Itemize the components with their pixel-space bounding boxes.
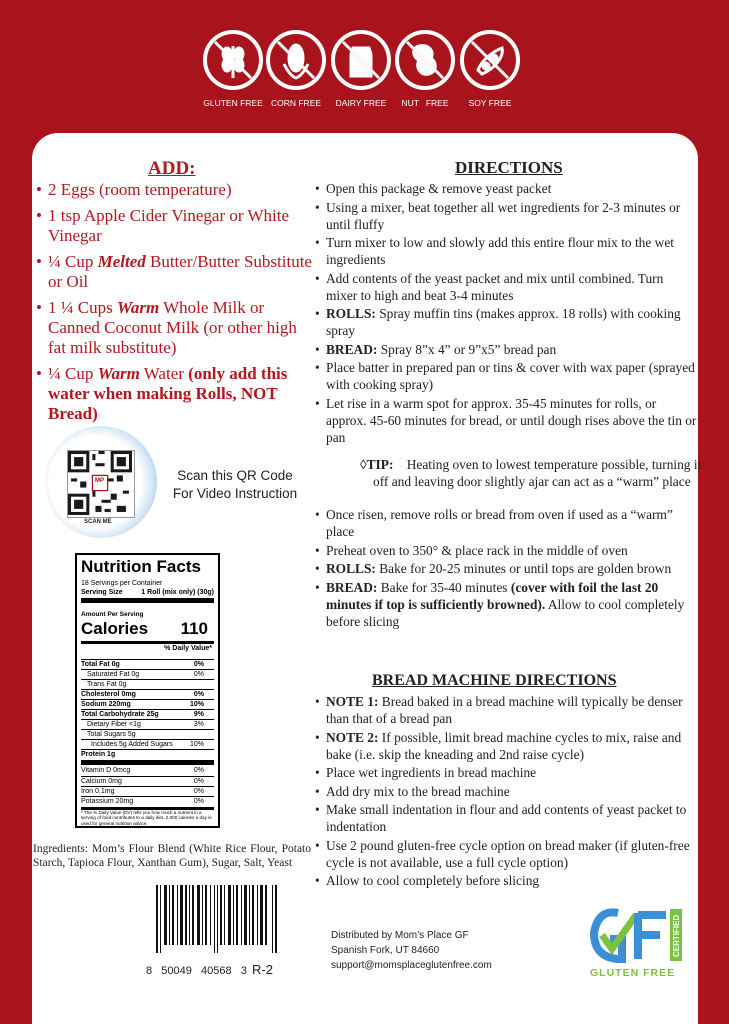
add-list xyxy=(36,180,314,430)
list-item: • Open this package & remove yeast packet xyxy=(313,180,697,197)
list-item: • Add dry mix to the bread machine xyxy=(313,783,697,800)
directions-list xyxy=(313,180,697,447)
ingredients-text: Ingredients: Mom’s Flour Blend (White Rice Flour, Potato Starch, Tapioca Flour, Xanthan Gum), Sugar, Salt, Yeast xyxy=(33,843,311,869)
list-item: • Once risen, remove rolls or bread from oven if used as a “warm” place xyxy=(313,506,697,540)
peanut-icon xyxy=(395,30,455,90)
soybean-icon xyxy=(460,30,520,90)
corn-free-label: CORN FREE xyxy=(270,98,322,108)
nutrition-footnote: * The % Daily Value (DV) tells you how much a nutrient in a serving of food contributes to a daily diet. 2,000 calories a day is used for general nutrition advice. xyxy=(81,810,212,826)
directions-list-continued xyxy=(313,506,697,631)
list-item: • NOTE 1: Bread baked in a bread machine will typically be denser than that of a bread pan xyxy=(313,693,697,727)
nutrient-row: Potassium 20mg 0% xyxy=(81,796,214,810)
directions-title: DIRECTIONS xyxy=(455,158,563,177)
qr-code[interactable] xyxy=(67,450,135,518)
wheat-icon xyxy=(203,30,263,90)
bread-machine-title: BREAD MACHINE DIRECTIONS xyxy=(372,672,617,689)
list-item: • BREAD: Bake for 35-40 minutes (cover with foil the last 20 minutes if top is sufficiently browned). Allow to cool completely before slicing xyxy=(313,579,697,630)
gluten-free-label: GLUTEN FREE xyxy=(203,98,263,108)
scan-me-label: SCAN ME xyxy=(84,519,112,525)
certified-text: CERTIFIED xyxy=(672,914,681,957)
nutrition-facts-panel xyxy=(75,553,220,828)
list-item: • Make small indentation in flour and add contents of yeast packet to indentation xyxy=(313,801,697,835)
soy-free-label: SOY FREE xyxy=(468,98,512,108)
serving-size: Serving Size 1 Roll (mix only) (30g) xyxy=(81,589,214,603)
milk-icon xyxy=(331,30,391,90)
support-email: support@momsplaceglutenfree.com xyxy=(331,960,492,971)
nutrient-row: Iron 0.1mg 0% xyxy=(81,786,214,797)
nutrition-title: Nutrition Facts xyxy=(81,557,201,576)
qr-caption: Scan this QR Code For Video Instruction xyxy=(172,468,298,501)
servings-per-container: 18 Servings per Container xyxy=(81,580,163,587)
nutrient-row: Includes 5g Added Sugars 10% xyxy=(81,739,214,750)
barcode-digits: 8 50049 40568 3 R-2 xyxy=(146,962,273,977)
list-item: • Allow to cool completely before slicing xyxy=(313,872,697,889)
corn-icon xyxy=(266,30,326,90)
list-item: • BREAD: Spray 8”x 4” or 9”x5” bread pan xyxy=(313,341,697,358)
list-item: • Use 2 pound gluten-free cycle option on bread maker (if gluten-free cycle is not available, use a full cycle option) xyxy=(313,837,697,871)
nutrient-row: Total Fat 0g 0% xyxy=(81,659,214,670)
distributor-info: Distributed by Mom’s Place GF Spanish Fork, UT 84660 support@momsplaceglutenfree.com xyxy=(331,930,492,971)
nutrient-row: Sodium 220mg 10% xyxy=(81,699,214,710)
list-item: • Let rise in a warm spot for approx. 35-45 minutes for rolls, or approx. 45-60 minutes for bread, or until dough rises above the tin or pan xyxy=(313,395,697,446)
dairy-free-label: DAIRY FREE xyxy=(335,98,387,108)
tip-note: ◊TIP: Heating oven to lowest temperature possible, turning it off and leaving door slightly ajar can act as a “warm” place xyxy=(360,457,702,489)
nutrient-row: Total Carbohydrate 25g 9% xyxy=(81,709,214,720)
add-title: ADD: xyxy=(148,158,196,179)
list-item: • 1 tsp Apple Cider Vinegar or White Vinegar xyxy=(36,206,314,246)
nutrient-row: Trans Fat 0g xyxy=(81,679,214,690)
nutrient-row: Vitamin D 0mcg 0% xyxy=(81,767,204,774)
list-item: • ¼ Cup Warm Water (only add this water when making Rolls, NOT Bread) xyxy=(36,364,314,424)
daily-value-header: % Daily Value* xyxy=(164,645,212,652)
list-item: • 2 Eggs (room temperature) xyxy=(36,180,314,200)
nutrient-row: Calcium 0mg 0% xyxy=(81,776,214,787)
list-item: • Using a mixer, beat together all wet ingredients for 2-3 minutes or until fluffy xyxy=(313,199,697,233)
nutrient-row: Protein 1g xyxy=(81,749,214,765)
nut-free-label: NUT FREE xyxy=(401,98,449,108)
gluten-free-logo-text: GLUTEN FREE xyxy=(590,967,676,979)
list-item: • ROLLS: Bake for 20-25 minutes or until tops are golden brown xyxy=(313,560,697,577)
nutrient-row: Cholesterol 0mg 0% xyxy=(81,689,214,700)
list-item: • NOTE 2: If possible, limit bread machine cycles to mix, raise and bake (i.e. skip the kneading and 2nd raise cycle) xyxy=(313,729,697,763)
list-item: • ¼ Cup Melted Butter/Butter Substitute or Oil xyxy=(36,252,314,292)
list-item: • Turn mixer to low and slowly add this entire flour mix to the wet ingredients xyxy=(313,234,697,268)
list-item: • 1 ¼ Cups Warm Whole Milk or Canned Coconut Milk (or other high fat milk substitute) xyxy=(36,298,314,358)
nutrient-row: Total Sugars 5g xyxy=(81,729,214,740)
nutrient-row: Saturated Fat 0g 0% xyxy=(81,669,214,680)
list-item: • Preheat oven to 350° & place rack in the middle of oven xyxy=(313,542,697,559)
calories-row: Calories 110 xyxy=(81,619,214,644)
amount-per-serving: Amount Per Serving xyxy=(81,611,144,618)
bread-machine-list xyxy=(313,693,697,891)
qr-center-label: MP xyxy=(95,478,104,484)
list-item: • Add contents of the yeast packet and mix until combined. Turn mixer to high and beat 3-4 minutes xyxy=(313,270,697,304)
barcode xyxy=(154,885,280,953)
nutrient-row: Dietary Fiber <1g 3% xyxy=(81,719,214,730)
list-item: • ROLLS: Spray muffin tins (makes approx. 18 rolls) with cooking spray xyxy=(313,305,697,339)
list-item: • Place wet ingredients in bread machine xyxy=(313,764,697,781)
list-item: • Place batter in prepared pan or tins & cover with wax paper (sprayed with cooking spray) xyxy=(313,359,697,393)
